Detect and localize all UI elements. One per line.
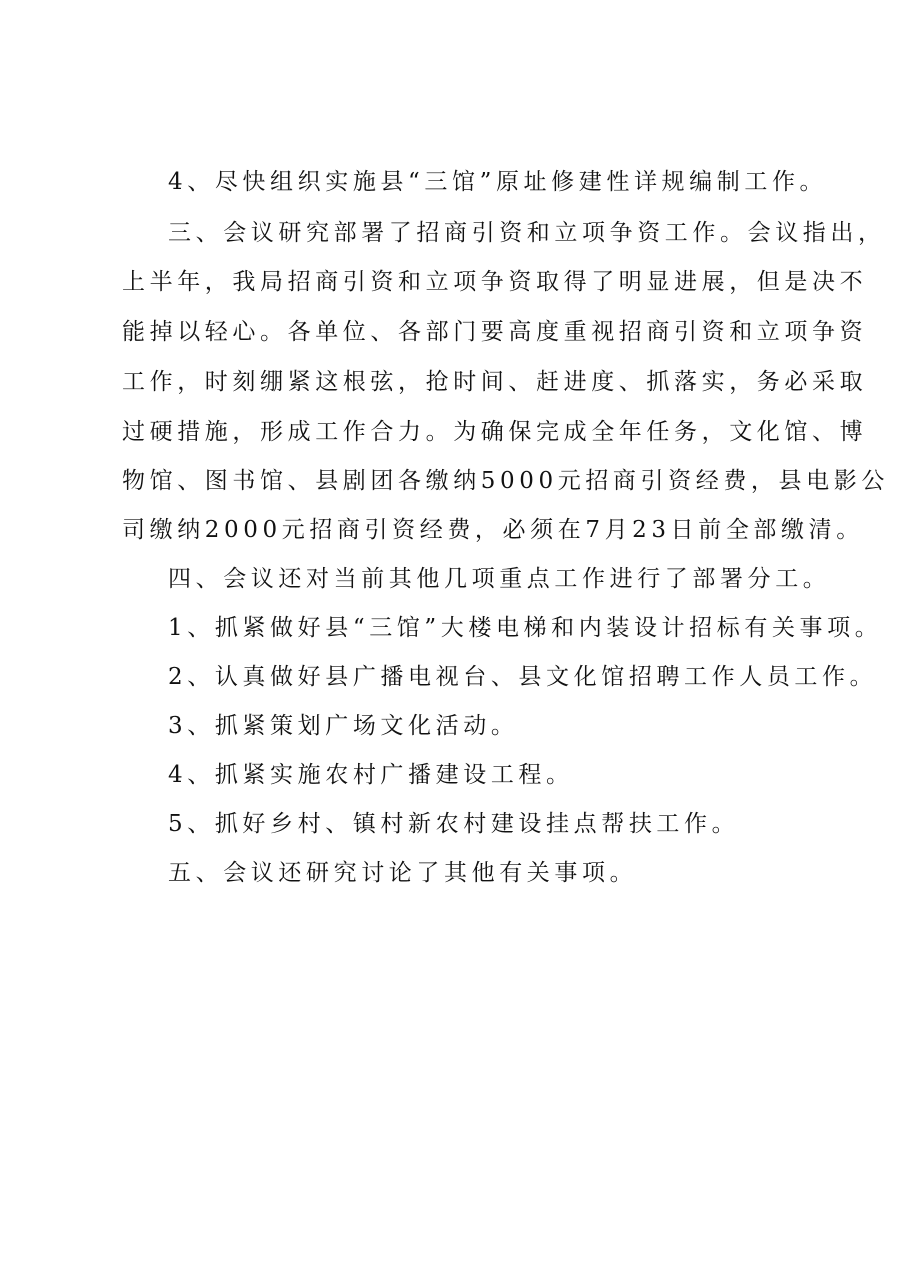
paragraph-four-line: 四、会议还对当前其他几项重点工作进行了部署分工。: [168, 566, 831, 592]
list-item-1: 1、抓紧做好县“三馆”大楼电梯和内装设计招标有关事项。: [168, 615, 883, 641]
paragraph-three-line-1: 三、会议研究部署了招商引资和立项争资工作。会议指出，: [168, 220, 886, 246]
paragraph-three-line-4: 工作，时刻绷紧这根弦，抢时间、赶进度、抓落实，务必采取: [122, 369, 868, 395]
list-item-2: 2、认真做好县广播电视台、县文化馆招聘工作人员工作。: [168, 664, 878, 690]
paragraph-five-line: 五、会议还研究讨论了其他有关事项。: [168, 860, 638, 886]
paragraph-three-line-5: 过硬措施，形成工作合力。为确保完成全年任务，文化馆、博: [122, 419, 868, 445]
list-item-4: 4、抓紧实施农村广播建设工程。: [168, 762, 574, 788]
list-item-5: 5、抓好乡村、镇村新农村建设挂点帮扶工作。: [168, 811, 740, 837]
paragraph-three-line-3: 能掉以轻心。各单位、各部门要高度重视招商引资和立项争资: [122, 319, 868, 345]
list-item-3: 3、抓紧策划广场文化活动。: [168, 713, 519, 739]
paragraph-three-line-7: 司缴纳2000元招商引资经费，必须在7月23日前全部缴清。: [122, 517, 864, 543]
paragraph-three-line-2: 上半年，我局招商引资和立项争资取得了明显进展，但是决不: [122, 269, 868, 295]
paragraph-three-line-6: 物馆、图书馆、县剧团各缴纳5000元招商引资经费，县电影公: [122, 468, 889, 494]
paragraph-item-4-line: 4、尽快组织实施县“三馆”原址修建性详规编制工作。: [168, 169, 828, 195]
